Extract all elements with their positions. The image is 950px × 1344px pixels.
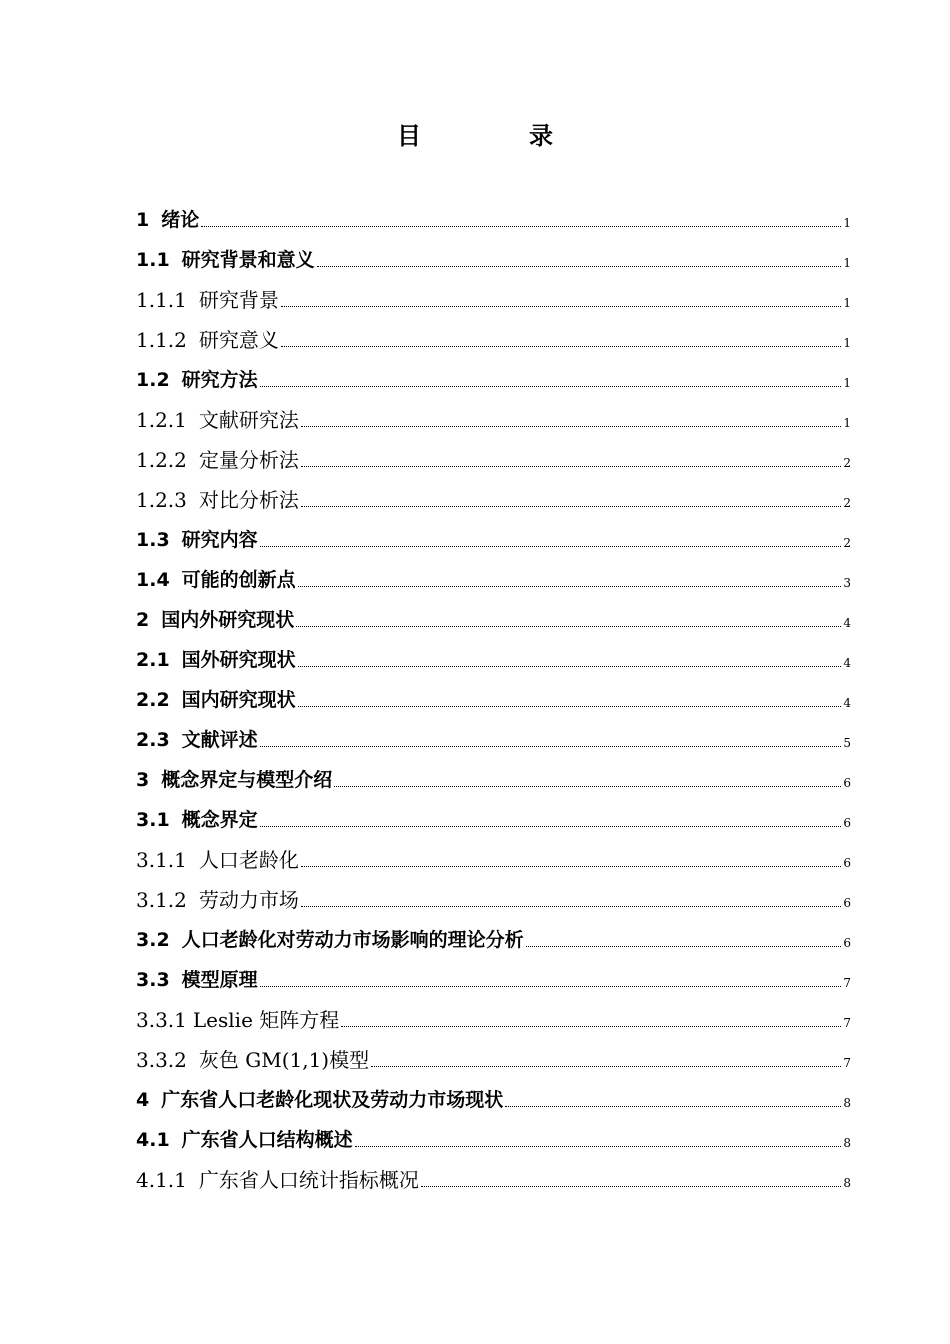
toc-entry[interactable] [136,916,851,956]
dot-leader [355,1146,842,1147]
toc-entry-label [136,206,199,236]
dot-leader [341,1026,841,1027]
toc-entry[interactable] [136,516,851,556]
toc-entry-label [136,246,315,276]
toc-entry-number: 3.1.1 [136,848,187,872]
toc-entry-title: 灰色 GM(1,1)模型 [198,1048,370,1072]
toc-entry-number: 1.2.3 [136,488,187,512]
toc-page-number: 4 [843,616,851,630]
toc-entry[interactable] [136,956,851,996]
toc-entry-title: 文献评述 [181,729,258,751]
toc-entry-number: 2.3 [136,729,170,751]
toc-entry-label [136,486,299,516]
dot-leader [260,546,842,547]
toc-entry[interactable] [136,476,851,516]
toc-page-number: 1 [843,416,851,430]
dot-leader [526,946,842,947]
toc-entry-title: 定量分析法 [198,448,299,472]
toc-entry-number: 1.2.1 [136,408,187,432]
toc-entry-title: 研究方法 [181,369,258,391]
toc-entry-title: 劳动力市场 [198,888,299,912]
dot-leader [201,226,841,227]
toc-entry-label [136,686,296,716]
toc-page-number: 8 [843,1096,851,1110]
toc-entry[interactable] [136,1116,851,1156]
toc-page-number: 4 [843,696,851,710]
toc-entry-label [136,726,258,756]
toc-entry-number: 4 [136,1089,150,1111]
toc-entry[interactable] [136,1076,851,1116]
toc-entry[interactable] [136,196,851,236]
toc-entry-title: 国内研究现状 [181,689,296,711]
dot-leader [296,626,841,627]
dot-leader [281,306,841,307]
toc-entry-title: 研究背景 [198,288,279,312]
toc-entry[interactable] [136,276,851,316]
toc-entry[interactable] [136,716,851,756]
toc-page-number: 4 [843,656,851,670]
toc-entry-number: 2.1 [136,649,170,671]
toc-page-number: 1 [843,296,851,310]
toc-entry[interactable] [136,756,851,796]
toc-page-number: 1 [843,216,851,230]
toc-entry[interactable] [136,556,851,596]
toc-page-number: 1 [843,256,851,270]
toc-entry[interactable] [136,356,851,396]
table-of-contents [136,196,851,1196]
toc-entry-title: 可能的创新点 [181,569,296,591]
toc-entry-number: 3.1 [136,809,170,831]
dot-leader [505,1106,841,1107]
toc-entry[interactable] [136,596,851,636]
toc-entry-label [136,886,299,916]
toc-entry-label [136,1126,353,1156]
dot-leader [260,826,842,827]
toc-entry-number: 3.1.2 [136,888,187,912]
toc-page-number: 6 [843,816,851,830]
toc-entry-label [136,1006,339,1036]
toc-entry[interactable] [136,996,851,1036]
toc-page-number: 8 [843,1176,851,1190]
toc-entry-title: 广东省人口统计指标概况 [198,1168,419,1192]
toc-page-number: 1 [843,336,851,350]
toc-entry-number: 2.2 [136,689,170,711]
toc-entry-label [136,526,258,556]
toc-entry-title: 对比分析法 [198,488,299,512]
toc-entry[interactable] [136,1156,851,1196]
toc-entry[interactable] [136,876,851,916]
toc-entry-number: 1.1 [136,249,170,271]
toc-entry-label [136,446,299,476]
toc-entry-number: 2 [136,609,150,631]
toc-entry[interactable] [136,836,851,876]
toc-entry-number: 1.1.2 [136,328,187,352]
toc-entry[interactable] [136,396,851,436]
dot-leader [301,866,841,867]
toc-page-number: 7 [843,1016,851,1030]
toc-entry-label [136,806,258,836]
toc-entry-title: 人口老龄化 [198,848,299,872]
toc-entry-number: 1.4 [136,569,170,591]
toc-page-number: 6 [843,776,851,790]
toc-entry-label [136,926,524,956]
toc-entry-number: 1.2.2 [136,448,187,472]
dot-leader [298,666,842,667]
toc-entry-label [136,846,299,876]
toc-entry-label [136,606,294,636]
toc-page-number: 8 [843,1136,851,1150]
toc-entry-title: 概念界定 [181,809,258,831]
toc-entry-label [136,366,258,396]
toc-entry-title: 国内外研究现状 [161,609,295,631]
toc-entry-label [136,1086,503,1116]
toc-entry-number: 3.2 [136,929,170,951]
toc-entry-title: 文献研究法 [198,408,299,432]
toc-page-number: 1 [843,376,851,390]
toc-entry-number: 4.1.1 [136,1168,187,1192]
toc-entry[interactable] [136,436,851,476]
toc-entry-label [136,1046,369,1076]
toc-entry-label [136,1166,419,1196]
dot-leader [334,786,841,787]
dot-leader [260,986,842,987]
toc-entry-number: 1 [136,209,150,231]
toc-entry-title: 广东省人口老龄化现状及劳动力市场现状 [161,1089,504,1111]
toc-page-number: 2 [843,456,851,470]
toc-entry-title: 绪论 [161,209,200,231]
toc-entry[interactable] [136,796,851,836]
toc-entry-title: 广东省人口结构概述 [181,1129,353,1151]
toc-entry-title: 概念界定与模型介绍 [161,769,333,791]
toc-page-number: 7 [843,1056,851,1070]
page-title: 目 录 [397,122,595,150]
toc-page-number: 2 [843,496,851,510]
toc-entry-number: 4.1 [136,1129,170,1151]
toc-page-number: 6 [843,896,851,910]
toc-entry-number: 3.3.2 [136,1048,187,1072]
toc-entry-label [136,286,279,316]
dot-leader [298,586,842,587]
toc-entry[interactable] [136,236,851,276]
toc-entry[interactable] [136,636,851,676]
dot-leader [260,746,842,747]
toc-entry-label [136,966,258,996]
dot-leader [298,706,842,707]
toc-entry-number: 3.3.1 [136,1008,187,1032]
toc-entry-label [136,326,279,356]
toc-entry-number: 1.1.1 [136,288,187,312]
toc-page-number: 5 [843,736,851,750]
toc-page-number: 6 [843,856,851,870]
dot-leader [301,506,841,507]
toc-page-number: 3 [843,576,851,590]
toc-entry[interactable] [136,1036,851,1076]
dot-leader [317,266,842,267]
dot-leader [301,426,841,427]
dot-leader [371,1066,841,1067]
toc-entry-number: 3.3 [136,969,170,991]
toc-entry-title: 研究意义 [198,328,279,352]
toc-entry-label [136,566,296,596]
toc-entry-title: 国外研究现状 [181,649,296,671]
toc-entry-label [136,646,296,676]
toc-page-number: 2 [843,536,851,550]
toc-entry-label [136,766,332,796]
dot-leader [301,466,841,467]
toc-entry-title: 人口老龄化对劳动力市场影响的理论分析 [181,929,524,951]
toc-entry-number: 3 [136,769,150,791]
dot-leader [301,906,841,907]
toc-entry[interactable] [136,676,851,716]
toc-entry-title: Leslie 矩阵方程 [192,1008,340,1032]
toc-page-number: 6 [843,936,851,950]
toc-entry-number: 1.2 [136,369,170,391]
toc-entry-title: 研究内容 [181,529,258,551]
toc-page-number: 7 [843,976,851,990]
toc-entry-number: 1.3 [136,529,170,551]
toc-entry-title: 模型原理 [181,969,258,991]
dot-leader [421,1186,841,1187]
toc-entry[interactable] [136,316,851,356]
dot-leader [260,386,842,387]
toc-entry-title: 研究背景和意义 [181,249,315,271]
toc-entry-label [136,406,299,436]
dot-leader [281,346,841,347]
